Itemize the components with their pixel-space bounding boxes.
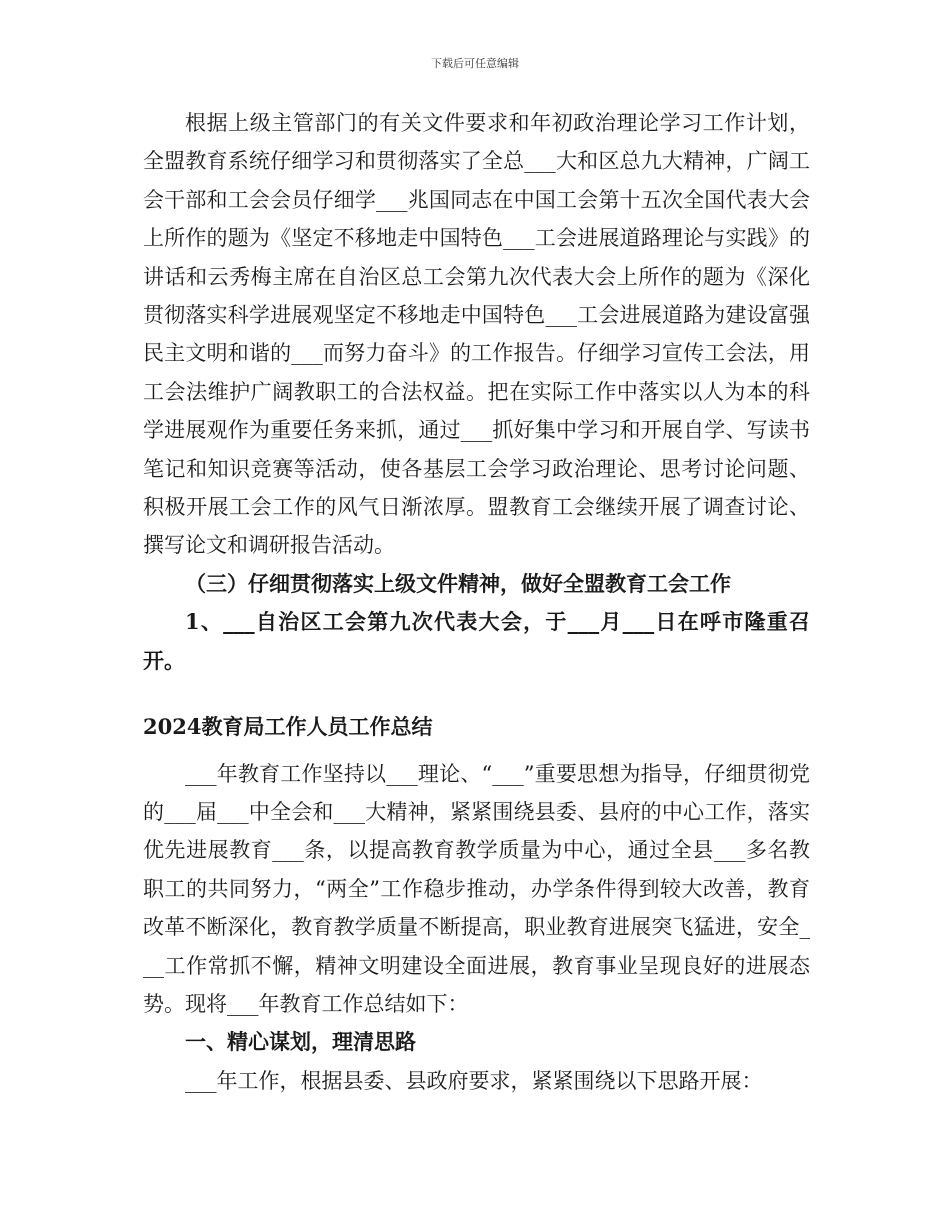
header-note: 下载后可任意编辑 — [431, 57, 519, 70]
paragraph-work-approach: ___年工作，根据县委、县政府要求，紧紧围绕以下思路开展： — [185, 1068, 763, 1093]
paragraph-study-plan: 根据上级主管部门的有关文件要求和年初政治理论学习工作计划，全盟教育系统仔细学习和贯彻落实了全总___大和区总九大精神，广阔工会干部和工会会员仔细学___兆国同志在中国工会第十五次全国代表大会上所作的题为《坚定不移地走中国特色___工会进展道路理论与实践》的讲话和云秀梅主席在自治区总工会第九次代表大会上所作的题为《深化贯彻落实科学进展观坚定不移地走中国特色___工会进展道路为建设富强民主文明和谐的___而努力奋斗》的工作报告。仔细学习宣传工会法，用工会法维护广阔教职工的合法权益。把在实际工作中落实以人为本的科学进展观作为重要任务来抓，通过___抓好集中学习和开展自学、写读书笔记和知识竞赛等活动，使各基层工会学习政治理论、思考讨论问题、积极开展工会工作的风气日渐浓厚。盟教育工会继续开展了调查讨论、撰写论文和调研报告活动。 — [143, 111, 810, 558]
document-body — [143, 104, 810, 1100]
document-title: 2024教育局工作人员工作总结 — [143, 714, 433, 740]
list-item-1: 1、___自治区工会第九次代表大会，于___月___日在呼市隆重召开。 — [143, 609, 810, 673]
section-heading-1: 一、精心谋划，理清思路 — [185, 1029, 416, 1055]
paragraph-summary-intro: ___年教育工作坚持以___理论、“___”重要思想为指导，仔细贯彻党的___届___中全会和___大精神，紧紧围绕县委、县府的中心工作，落实优先进展教育___条，以提高教育教学质量为中心，通过全县___多名教职工的共同努力，“两全”工作稳步推动，办学条件得到较大改善，教育改革不断深化，教育教学质量不断提高，职业教育进展突飞猛进，安全___工作常抓不懈，精神文明建设全面进展，教育事业呈现良好的进展态势。现将___年教育工作总结如下： — [143, 761, 810, 1016]
section-heading-3: （三）仔细贯彻落实上级文件精神，做好全盟教育工会工作 — [185, 570, 731, 596]
